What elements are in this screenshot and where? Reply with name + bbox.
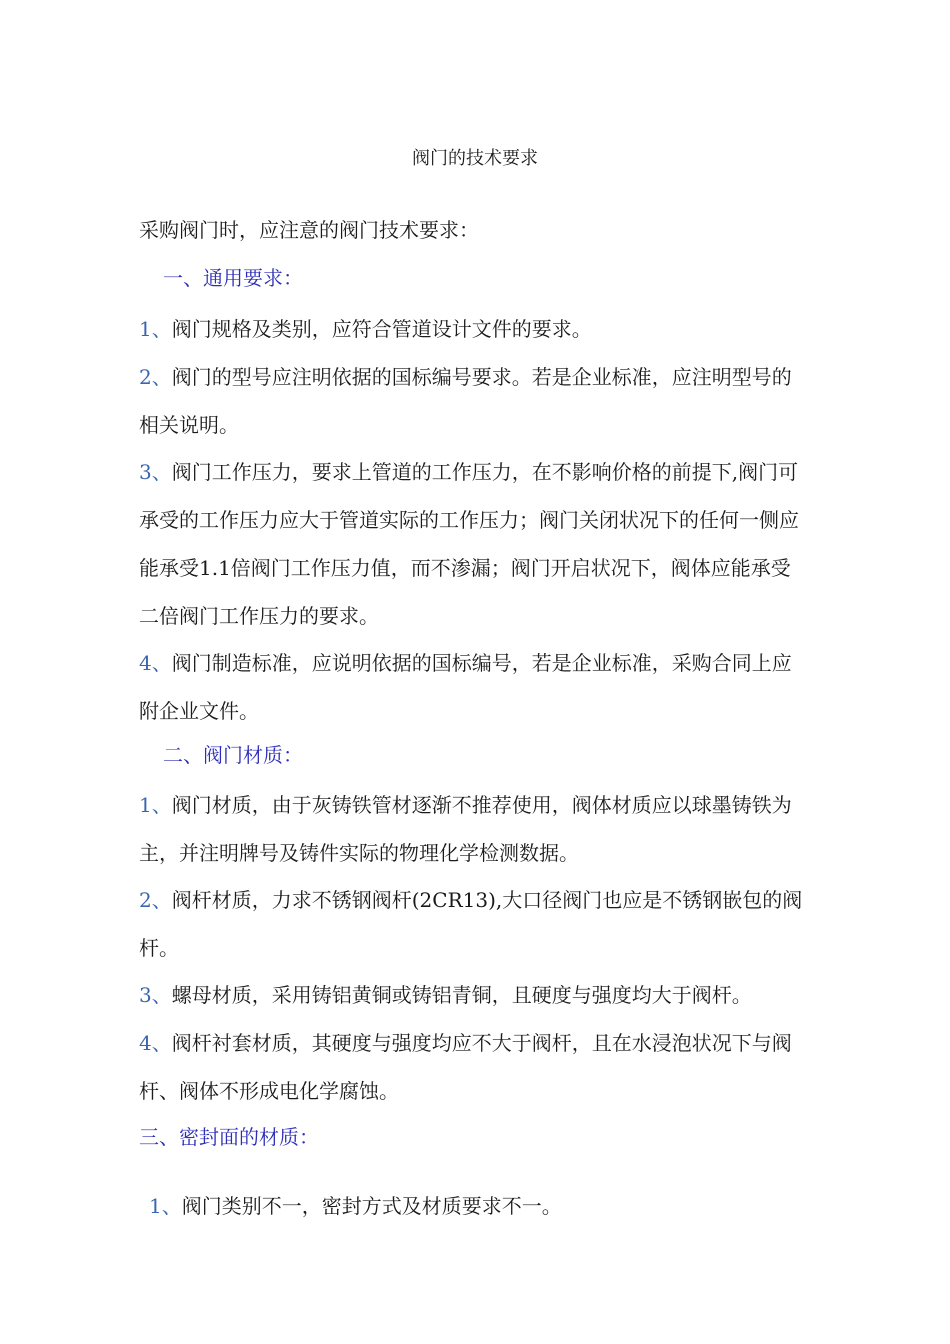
intro-paragraph: 采购阀门时，应注意的阀门技术要求： [139,218,479,242]
item-number: 2、 [139,888,172,912]
item-text: 阀杆衬套材质，其硬度与强度均应不大于阀杆，且在水浸泡状况下与阀杆、阀体不形成电化学腐蚀。 [139,1031,792,1103]
item-number: 4、 [139,1031,172,1055]
list-item [139,1019,809,1115]
list-item [149,1182,819,1230]
list-item [139,971,829,1019]
item-number: 4、 [139,651,172,675]
list-item [139,353,809,449]
section-heading-general: 一、通用要求： [163,266,303,290]
item-text: 螺母材质，采用铸铝黄铜或铸铝青铜，且硬度与强度均大于阀杆。 [171,983,752,1007]
item-text: 阀门的型号应注明依据的国标编号要求。若是企业标准，应注明型号的相关说明。 [139,365,792,437]
list-item [139,876,809,972]
item-number: 3、 [139,983,172,1007]
item-text: 阀门规格及类别，应符合管道设计文件的要求。 [171,317,592,341]
item-text: 阀门类别不一，密封方式及材质要求不一。 [181,1194,562,1218]
section-heading-material: 二、阀门材质： [163,743,303,767]
item-text: 阀门工作压力，要求上管道的工作压力，在不影响价格的前提下,阀门可承受的工作压力应大于管道实际的工作压力；阀门关闭状况下的任何一侧应能承受1.1倍阀门工作压力值，而不渗漏；阀门开启状况下，阀体应能承受二倍阀门工作压力的要求。 [139,460,799,628]
list-item [139,781,809,877]
list-item [139,305,809,353]
item-text: 阀杆材质，力求不锈钢阀杆(2CR13),大口径阀门也应是不锈钢嵌包的阀杆。 [139,888,803,960]
item-number: 1、 [139,793,172,817]
list-item [139,639,809,735]
page-title: 阀门的技术要求 [412,148,538,169]
section-heading-sealing: 三、密封面的材质： [139,1125,319,1149]
item-number: 1、 [139,317,172,341]
item-text: 阀门材质，由于灰铸铁管材逐渐不推荐使用，阀体材质应以球墨铸铁为主，并注明牌号及铸件实际的物理化学检测数据。 [139,793,792,865]
item-text: 阀门制造标准，应说明依据的国标编号，若是企业标准，采购合同上应附企业文件。 [139,651,792,723]
item-number: 3、 [139,460,172,484]
item-number: 1、 [149,1194,182,1218]
list-item [139,448,809,640]
item-number: 2、 [139,365,172,389]
